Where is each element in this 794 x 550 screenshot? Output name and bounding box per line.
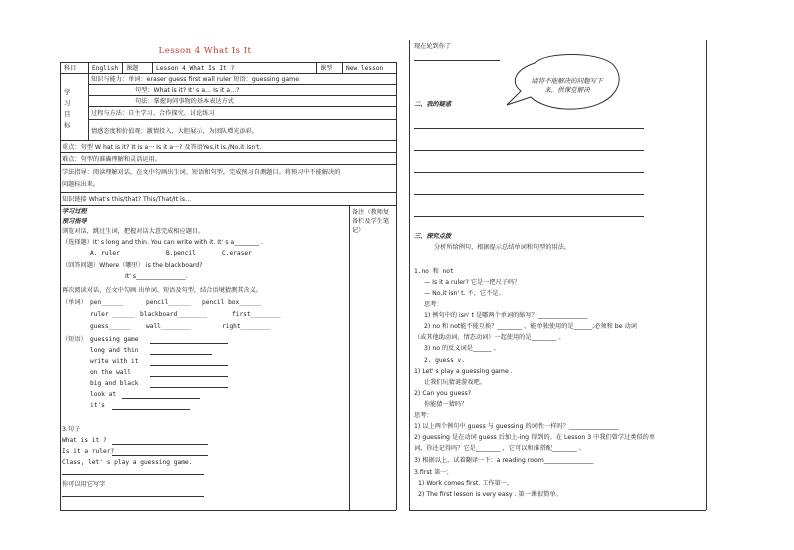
table-line: [60, 192, 396, 193]
table-col: [88, 62, 89, 140]
note-column-label: 备注（教师复备栏及学生笔记）: [352, 209, 390, 234]
blank-line: [62, 474, 204, 475]
point-first: 3.first 第一；: [414, 469, 453, 476]
example-3b: 2) The first lesson is very easy . 第一课很简单。: [418, 491, 562, 498]
table-col: [152, 62, 153, 73]
think-label: 思考：: [424, 301, 443, 308]
table-top-border: [60, 62, 396, 63]
process-heading: 学习过程: [62, 208, 87, 215]
goal-pattern: 句型：What is it? It' s a… Is it a…?: [135, 87, 240, 94]
study-guide-line2: 问题标出来。: [62, 181, 100, 188]
blank-line: [150, 376, 228, 377]
difficult-point: 难点：句型的准确理解和灵活运用。: [62, 156, 161, 163]
goal-knowledge: 知识与能力：单词：eraser guess first wall ruler 短语：guessing game: [91, 76, 300, 83]
table-line: [60, 140, 396, 141]
goal-emotion: 情感态度和价值观：激情投入，大胆展示，为团队增光添彩。: [91, 128, 259, 135]
table-right-border: [396, 62, 397, 510]
table-bottom-border: [60, 510, 396, 511]
blank-line: [62, 496, 204, 497]
key-point: 重点：句型 W hat is it? It is a··· Is it a···? 及答语Yes,it is./No,it isn't.: [62, 144, 262, 151]
right-page-left-border: [409, 40, 410, 510]
question-p3: 3) 根据以上，试着翻译一下：a reading room________________: [414, 457, 594, 464]
blank-line: [414, 216, 644, 217]
word-item: guess______: [90, 323, 131, 330]
option-a: A. ruler: [90, 250, 120, 257]
word-item: wall________: [146, 323, 191, 330]
word-item: pen______: [90, 299, 124, 306]
example-2d: 你能猜一猜吗？: [424, 401, 468, 408]
goal-syntax: 句法：掌握询问事物的基本表达方式: [135, 98, 234, 105]
bubble-text: 请将不能解决的问题写下来，供课堂解决: [531, 77, 603, 94]
blank-line: [414, 150, 644, 151]
phrases-label: （短语）: [62, 336, 87, 343]
lesson-title: Lesson 4 What Is It: [158, 46, 252, 56]
blank-line: [150, 354, 212, 355]
goal-process: 过程与方法：自主学习、合作探究、讨论练习: [91, 110, 215, 117]
sentence-1: What is it ?: [62, 437, 107, 444]
example-2a: 1) Let' s play a guessing game .: [414, 368, 513, 375]
point-no-not: 1.no 和 not: [414, 268, 454, 275]
cell-topic: Lesson 4 What Is It ?: [156, 65, 235, 72]
section-doubts: 二、我的疑惑: [414, 101, 452, 108]
table-left-border: [60, 62, 61, 510]
question-1: 1) 例句中的 isn' t 是哪两个单词的缩写？________________: [424, 312, 588, 319]
blank-line: [112, 409, 190, 410]
answer-blank: It' s________________.: [125, 273, 188, 280]
instruction-2: 再次阅读对话，在文中勾画 出单词、短语及句型，结合语境猜测其含义。: [62, 287, 262, 294]
phrase-item: guessing game: [90, 336, 139, 343]
section-explore: 三、探究点拨: [414, 233, 452, 240]
example-1a: — Is it a ruler? 它是一把尺子吗？: [424, 279, 521, 286]
table-line: [60, 205, 396, 206]
blank-line: [112, 455, 208, 456]
table-col: [342, 62, 343, 73]
blank-line: [112, 444, 208, 445]
blank-line: [414, 172, 644, 173]
sentence-label: 3.句子: [62, 426, 81, 433]
phrase-item: on the wall: [90, 369, 131, 376]
example-2c: 2) Can you guess?: [414, 390, 472, 397]
question-3: 3) no 的反义词是______ 。: [424, 345, 500, 352]
words-label: （单词）: [62, 299, 87, 306]
phrase-item: it's: [90, 402, 105, 409]
goal-label: 学习目标: [64, 88, 71, 129]
blank-line: [414, 194, 644, 195]
question-p1: 1) 以上两个例句中 guess 与 guessing 的词性一样吗？________________: [414, 423, 619, 430]
instruction-1: 浏览对话，跳过生词，把握对话大意完成相应题目。: [62, 228, 205, 235]
blank-line: [414, 128, 644, 129]
word-item: first________: [232, 311, 281, 318]
right-page-bottom: [409, 510, 706, 511]
goal-line: [88, 119, 396, 120]
blank-line: [414, 60, 500, 61]
blank-line: [150, 387, 228, 388]
think-label-2: 思考：: [414, 412, 433, 419]
question-p2b: 词，你还记得吗？它是________ ，它可以和谁搭配________ 。: [414, 445, 585, 452]
word-item: ruler ______: [90, 311, 135, 318]
word-item: pencil box______: [202, 299, 262, 306]
example-2b: 让我们玩猜谜游戏吧。: [424, 379, 486, 386]
question-answer: （回答问题）Where（哪里） is the blackboard?: [62, 262, 203, 269]
word-item: pencil______: [146, 299, 191, 306]
question-2b: （或其他助动词、情态动词）一起使用的是________ 。: [414, 334, 565, 341]
cell-subject-label: 科目: [64, 65, 77, 72]
example-1b: — No,it isn' t. 不，它不是。: [424, 290, 505, 297]
phrase-item: long and thin: [90, 347, 139, 354]
table-line: [60, 164, 396, 165]
right-page-right-border: [706, 40, 707, 510]
study-guide-line1: 学法指导：阅读理解对话，在文中勾画出生词、短语和句型，完成预习自测题目。将预习中不能解决的: [62, 169, 341, 176]
cell-subject: English: [92, 65, 119, 72]
phrase-item: big and black: [90, 380, 139, 387]
word-item: blackboard________: [140, 311, 208, 318]
note-col: [349, 205, 350, 510]
table-line: [60, 73, 396, 74]
knowledge-link: 知识链接 What's this/that? This/That/It is…: [62, 196, 192, 203]
sentence-2: Is it a ruler?: [62, 448, 115, 455]
table-line: [60, 152, 396, 153]
goal-line: [88, 106, 396, 107]
example-3a: 1) Work comes first. 工作第一。: [418, 480, 514, 487]
word-item: right________: [222, 323, 271, 330]
question-choice: （选择题）It' s long and thin. You can write with it. It' s a________ .: [62, 239, 263, 246]
phrase-item: write with it: [90, 358, 139, 365]
goal-line: [88, 95, 396, 96]
sentence-3: Class, let' s play a guessing game.: [62, 459, 193, 466]
cell-type-label: 课型: [320, 65, 333, 72]
blank-line: [122, 398, 200, 399]
table-col: [122, 62, 123, 73]
option-b: B.pencil: [166, 250, 196, 257]
question-2: 2) no 和 not能不能互换？________ 。能单独使用的是______;必须和 be 动词: [424, 323, 637, 330]
goal-line: [88, 84, 396, 85]
cell-type: New lesson: [346, 65, 384, 72]
point-guess: 2. guess v.: [424, 357, 465, 364]
phrase-item: look at: [90, 391, 117, 398]
blank-line: [150, 343, 228, 344]
sentence-4: 你可以用它写字: [62, 481, 106, 488]
explore-intro: 分析所给例句，根据提示总结单词和句型的用法。: [434, 244, 571, 251]
preview-heading: 预习指导: [62, 218, 87, 225]
question-p2: 2) guessing 是在动词 guess 后加上-ing 得到的。在 Lesson 3 中我们曾学过类似的单: [414, 434, 656, 441]
now-your-turn: 现在轮到你了: [414, 43, 452, 50]
cell-topic-label: 课题: [126, 65, 139, 72]
table-col: [316, 62, 317, 73]
option-c: C.eraser: [222, 250, 252, 257]
blank-line: [150, 365, 228, 366]
